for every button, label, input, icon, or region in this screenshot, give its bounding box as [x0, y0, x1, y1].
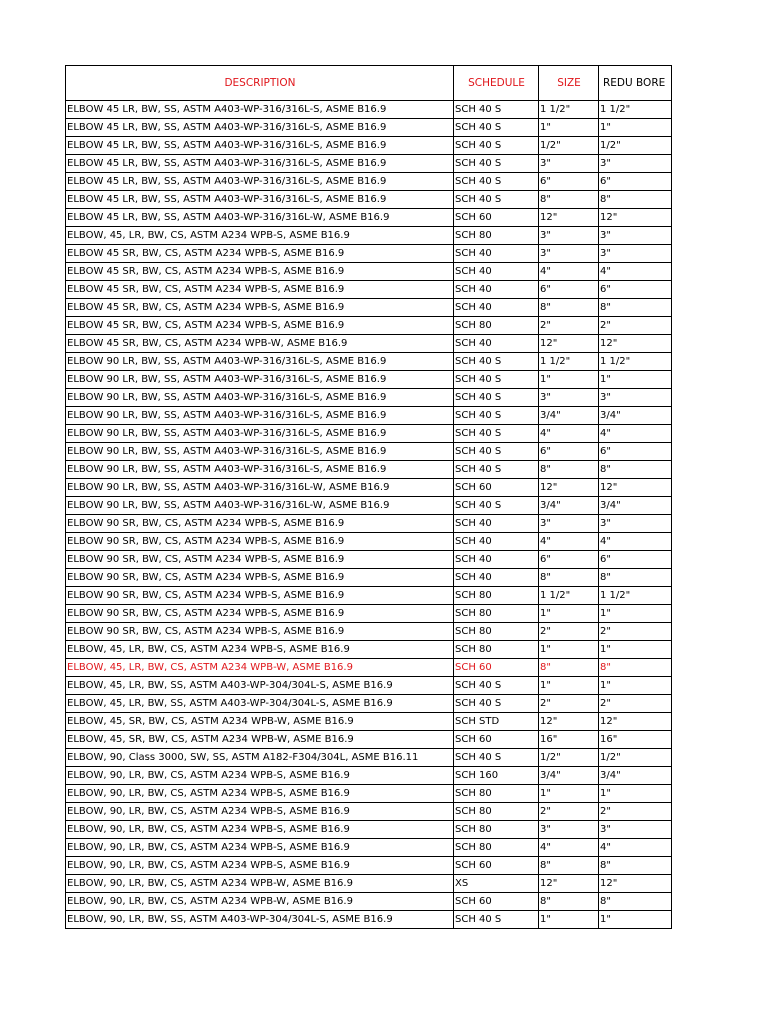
size-cell: 3" — [539, 515, 599, 533]
description-cell: ELBOW 90 LR, BW, SS, ASTM A403-WP-316/316L-S, ASME B16.9 — [66, 461, 454, 479]
schedule-cell: SCH 80 — [454, 641, 539, 659]
table-row — [66, 839, 672, 857]
table-row — [66, 263, 672, 281]
redu-bore-cell: 8" — [599, 893, 672, 911]
schedule-cell: SCH 40 — [454, 515, 539, 533]
redu-bore-cell: 3/4" — [599, 497, 672, 515]
table-row — [66, 893, 672, 911]
schedule-cell: SCH 60 — [454, 893, 539, 911]
redu-bore-cell: 2" — [599, 317, 672, 335]
redu-bore-cell: 12" — [599, 875, 672, 893]
size-cell: 2" — [539, 317, 599, 335]
table-row — [66, 911, 672, 929]
table-row — [66, 731, 672, 749]
redu-bore-cell: 2" — [599, 623, 672, 641]
size-cell: 4" — [539, 533, 599, 551]
redu-bore-cell: 4" — [599, 839, 672, 857]
table-row — [66, 677, 672, 695]
description-cell: ELBOW 90 LR, BW, SS, ASTM A403-WP-316/316L-S, ASME B16.9 — [66, 353, 454, 371]
fittings-table — [65, 65, 672, 929]
size-cell: 3/4" — [539, 767, 599, 785]
description-cell: ELBOW 90 LR, BW, SS, ASTM A403-WP-316/316L-S, ASME B16.9 — [66, 371, 454, 389]
schedule-cell: SCH 80 — [454, 587, 539, 605]
table-row — [66, 317, 672, 335]
schedule-cell: SCH 40 — [454, 281, 539, 299]
size-cell: 1" — [539, 641, 599, 659]
redu-bore-cell: 1" — [599, 785, 672, 803]
description-cell: ELBOW 90 LR, BW, SS, ASTM A403-WP-316/316L-S, ASME B16.9 — [66, 407, 454, 425]
table-row — [66, 389, 672, 407]
schedule-cell: SCH 40 S — [454, 191, 539, 209]
schedule-cell: SCH 40 S — [454, 911, 539, 929]
table-row — [66, 551, 672, 569]
table-row — [66, 623, 672, 641]
table-row — [66, 659, 672, 677]
redu-bore-cell: 8" — [599, 461, 672, 479]
description-cell: ELBOW, 45, LR, BW, CS, ASTM A234 WPB-W, ASME B16.9 — [66, 659, 454, 677]
redu-bore-cell: 8" — [599, 299, 672, 317]
redu-bore-cell: 6" — [599, 281, 672, 299]
schedule-cell: SCH 80 — [454, 803, 539, 821]
table-row — [66, 785, 672, 803]
redu-bore-cell: 1 1/2" — [599, 353, 672, 371]
schedule-cell: SCH 40 S — [454, 353, 539, 371]
table-row — [66, 101, 672, 119]
table-row — [66, 713, 672, 731]
size-cell: 8" — [539, 299, 599, 317]
schedule-cell: SCH 80 — [454, 821, 539, 839]
schedule-cell: SCH 40 S — [454, 677, 539, 695]
schedule-cell: SCH 40 S — [454, 749, 539, 767]
table-row — [66, 497, 672, 515]
table-row — [66, 587, 672, 605]
description-cell: ELBOW 90 LR, BW, SS, ASTM A403-WP-316/316L-S, ASME B16.9 — [66, 443, 454, 461]
description-cell: ELBOW, 90, LR, BW, CS, ASTM A234 WPB-S, ASME B16.9 — [66, 803, 454, 821]
table-row — [66, 875, 672, 893]
table-row — [66, 227, 672, 245]
schedule-cell: SCH STD — [454, 713, 539, 731]
schedule-cell: SCH 40 — [454, 533, 539, 551]
size-cell: 3" — [539, 389, 599, 407]
size-cell: 8" — [539, 857, 599, 875]
schedule-cell: SCH 80 — [454, 839, 539, 857]
schedule-cell: SCH 40 S — [454, 101, 539, 119]
description-cell: ELBOW 90 LR, BW, SS, ASTM A403-WP-316/316L-W, ASME B16.9 — [66, 497, 454, 515]
redu-bore-cell: 1" — [599, 911, 672, 929]
size-cell: 8" — [539, 659, 599, 677]
size-cell: 3/4" — [539, 497, 599, 515]
size-cell: 2" — [539, 803, 599, 821]
schedule-cell: SCH 40 S — [454, 443, 539, 461]
description-cell: ELBOW, 45, LR, BW, CS, ASTM A234 WPB-S, ASME B16.9 — [66, 641, 454, 659]
schedule-cell: SCH 40 — [454, 299, 539, 317]
table-row — [66, 245, 672, 263]
description-cell: ELBOW 45 LR, BW, SS, ASTM A403-WP-316/316L-S, ASME B16.9 — [66, 173, 454, 191]
schedule-cell: SCH 160 — [454, 767, 539, 785]
size-cell: 8" — [539, 191, 599, 209]
size-cell: 1 1/2" — [539, 353, 599, 371]
description-cell: ELBOW, 90, LR, BW, SS, ASTM A403-WP-304/304L-S, ASME B16.9 — [66, 911, 454, 929]
description-cell: ELBOW, 90, Class 3000, SW, SS, ASTM A182-F304/304L, ASME B16.11 — [66, 749, 454, 767]
size-cell: 6" — [539, 173, 599, 191]
description-cell: ELBOW 90 SR, BW, CS, ASTM A234 WPB-S, ASME B16.9 — [66, 569, 454, 587]
schedule-cell: SCH 80 — [454, 623, 539, 641]
redu-bore-cell: 1" — [599, 119, 672, 137]
description-cell: ELBOW, 90, LR, BW, CS, ASTM A234 WPB-W, ASME B16.9 — [66, 875, 454, 893]
size-cell: 3" — [539, 245, 599, 263]
description-cell: ELBOW 45 LR, BW, SS, ASTM A403-WP-316/316L-S, ASME B16.9 — [66, 119, 454, 137]
schedule-cell: SCH 40 — [454, 263, 539, 281]
size-cell: 1/2" — [539, 749, 599, 767]
description-cell: ELBOW 45 SR, BW, CS, ASTM A234 WPB-S, ASME B16.9 — [66, 245, 454, 263]
size-cell: 12" — [539, 875, 599, 893]
description-cell: ELBOW 45 LR, BW, SS, ASTM A403-WP-316/316L-S, ASME B16.9 — [66, 191, 454, 209]
description-cell: ELBOW, 90, LR, BW, CS, ASTM A234 WPB-S, ASME B16.9 — [66, 767, 454, 785]
schedule-cell: SCH 80 — [454, 605, 539, 623]
redu-bore-cell: 3" — [599, 821, 672, 839]
description-cell: ELBOW, 45, LR, BW, CS, ASTM A234 WPB-S, ASME B16.9 — [66, 227, 454, 245]
size-cell: 8" — [539, 893, 599, 911]
redu-bore-cell: 1/2" — [599, 137, 672, 155]
size-cell: 1" — [539, 371, 599, 389]
schedule-cell: SCH 40 S — [454, 119, 539, 137]
schedule-cell: SCH 40 — [454, 245, 539, 263]
table-body — [66, 101, 672, 929]
redu-bore-cell: 6" — [599, 443, 672, 461]
schedule-cell: SCH 40 — [454, 551, 539, 569]
table-row — [66, 857, 672, 875]
schedule-cell: SCH 40 S — [454, 407, 539, 425]
description-cell: ELBOW 90 SR, BW, CS, ASTM A234 WPB-S, ASME B16.9 — [66, 587, 454, 605]
description-cell: ELBOW, 45, SR, BW, CS, ASTM A234 WPB-W, ASME B16.9 — [66, 731, 454, 749]
table-row — [66, 461, 672, 479]
schedule-cell: SCH 40 S — [454, 497, 539, 515]
description-cell: ELBOW 45 LR, BW, SS, ASTM A403-WP-316/316L-S, ASME B16.9 — [66, 155, 454, 173]
table-row — [66, 569, 672, 587]
redu-bore-cell: 12" — [599, 209, 672, 227]
redu-bore-cell: 3" — [599, 155, 672, 173]
column-header-description: DESCRIPTION — [66, 66, 454, 101]
redu-bore-cell: 1 1/2" — [599, 587, 672, 605]
schedule-cell: SCH 40 S — [454, 137, 539, 155]
size-cell: 1" — [539, 605, 599, 623]
description-cell: ELBOW 90 SR, BW, CS, ASTM A234 WPB-S, ASME B16.9 — [66, 551, 454, 569]
size-cell: 6" — [539, 551, 599, 569]
schedule-cell: SCH 40 — [454, 569, 539, 587]
table-row — [66, 155, 672, 173]
size-cell: 1" — [539, 911, 599, 929]
redu-bore-cell: 4" — [599, 533, 672, 551]
table-row — [66, 299, 672, 317]
redu-bore-cell: 2" — [599, 803, 672, 821]
size-cell: 3" — [539, 821, 599, 839]
description-cell: ELBOW 90 SR, BW, CS, ASTM A234 WPB-S, ASME B16.9 — [66, 605, 454, 623]
schedule-cell: SCH 60 — [454, 209, 539, 227]
table-row — [66, 605, 672, 623]
description-cell: ELBOW 45 LR, BW, SS, ASTM A403-WP-316/316L-S, ASME B16.9 — [66, 137, 454, 155]
redu-bore-cell: 12" — [599, 713, 672, 731]
redu-bore-cell: 6" — [599, 173, 672, 191]
redu-bore-cell: 8" — [599, 191, 672, 209]
column-header-size: SIZE — [539, 66, 599, 101]
description-cell: ELBOW 45 SR, BW, CS, ASTM A234 WPB-S, ASME B16.9 — [66, 281, 454, 299]
size-cell: 16" — [539, 731, 599, 749]
description-cell: ELBOW 45 LR, BW, SS, ASTM A403-WP-316/316L-W, ASME B16.9 — [66, 209, 454, 227]
schedule-cell: SCH 40 S — [454, 425, 539, 443]
size-cell: 1" — [539, 677, 599, 695]
schedule-cell: SCH 60 — [454, 479, 539, 497]
size-cell: 1 1/2" — [539, 587, 599, 605]
redu-bore-cell: 4" — [599, 263, 672, 281]
schedule-cell: SCH 60 — [454, 857, 539, 875]
schedule-cell: SCH 40 S — [454, 695, 539, 713]
description-cell: ELBOW 90 SR, BW, CS, ASTM A234 WPB-S, ASME B16.9 — [66, 533, 454, 551]
redu-bore-cell: 12" — [599, 479, 672, 497]
size-cell: 4" — [539, 263, 599, 281]
redu-bore-cell: 1" — [599, 641, 672, 659]
column-header-redu-bore: REDU BORE — [599, 66, 672, 101]
table-row — [66, 767, 672, 785]
schedule-cell: SCH 40 S — [454, 371, 539, 389]
description-cell: ELBOW 45 SR, BW, CS, ASTM A234 WPB-W, ASME B16.9 — [66, 335, 454, 353]
size-cell: 1 1/2" — [539, 101, 599, 119]
table-row — [66, 353, 672, 371]
redu-bore-cell: 3" — [599, 227, 672, 245]
table-row — [66, 119, 672, 137]
column-header-schedule: SCHEDULE — [454, 66, 539, 101]
size-cell: 12" — [539, 479, 599, 497]
schedule-cell: SCH 80 — [454, 227, 539, 245]
description-cell: ELBOW 90 SR, BW, CS, ASTM A234 WPB-S, ASME B16.9 — [66, 515, 454, 533]
redu-bore-cell: 1" — [599, 677, 672, 695]
table-header-row — [66, 66, 672, 101]
redu-bore-cell: 1" — [599, 371, 672, 389]
table-row — [66, 209, 672, 227]
description-cell: ELBOW 90 LR, BW, SS, ASTM A403-WP-316/316L-S, ASME B16.9 — [66, 425, 454, 443]
size-cell: 4" — [539, 839, 599, 857]
table-row — [66, 191, 672, 209]
size-cell: 2" — [539, 623, 599, 641]
schedule-cell: SCH 40 S — [454, 461, 539, 479]
redu-bore-cell: 3" — [599, 389, 672, 407]
description-cell: ELBOW 45 SR, BW, CS, ASTM A234 WPB-S, ASME B16.9 — [66, 263, 454, 281]
description-cell: ELBOW, 90, LR, BW, CS, ASTM A234 WPB-S, ASME B16.9 — [66, 785, 454, 803]
table-row — [66, 173, 672, 191]
size-cell: 8" — [539, 461, 599, 479]
size-cell: 8" — [539, 569, 599, 587]
schedule-cell: SCH 40 S — [454, 173, 539, 191]
table-row — [66, 137, 672, 155]
description-cell: ELBOW 90 LR, BW, SS, ASTM A403-WP-316/316L-S, ASME B16.9 — [66, 389, 454, 407]
table-row — [66, 803, 672, 821]
schedule-cell: SCH 60 — [454, 659, 539, 677]
size-cell: 6" — [539, 443, 599, 461]
schedule-cell: SCH 80 — [454, 317, 539, 335]
size-cell: 2" — [539, 695, 599, 713]
schedule-cell: SCH 60 — [454, 731, 539, 749]
table-row — [66, 371, 672, 389]
description-cell: ELBOW, 45, LR, BW, SS, ASTM A403-WP-304/304L-S, ASME B16.9 — [66, 677, 454, 695]
description-cell: ELBOW, 90, LR, BW, CS, ASTM A234 WPB-S, ASME B16.9 — [66, 839, 454, 857]
description-cell: ELBOW, 45, SR, BW, CS, ASTM A234 WPB-W, ASME B16.9 — [66, 713, 454, 731]
size-cell: 3" — [539, 227, 599, 245]
table-row — [66, 515, 672, 533]
description-cell: ELBOW 45 LR, BW, SS, ASTM A403-WP-316/316L-S, ASME B16.9 — [66, 101, 454, 119]
redu-bore-cell: 1 1/2" — [599, 101, 672, 119]
table-row — [66, 479, 672, 497]
redu-bore-cell: 12" — [599, 335, 672, 353]
redu-bore-cell: 1" — [599, 605, 672, 623]
table-row — [66, 425, 672, 443]
description-cell: ELBOW 90 LR, BW, SS, ASTM A403-WP-316/316L-W, ASME B16.9 — [66, 479, 454, 497]
size-cell: 3/4" — [539, 407, 599, 425]
schedule-cell: SCH 80 — [454, 785, 539, 803]
table-row — [66, 443, 672, 461]
schedule-cell: XS — [454, 875, 539, 893]
table-row — [66, 281, 672, 299]
description-cell: ELBOW 45 SR, BW, CS, ASTM A234 WPB-S, ASME B16.9 — [66, 317, 454, 335]
redu-bore-cell: 8" — [599, 857, 672, 875]
table-row — [66, 407, 672, 425]
description-cell: ELBOW, 45, LR, BW, SS, ASTM A403-WP-304/304L-S, ASME B16.9 — [66, 695, 454, 713]
redu-bore-cell: 16" — [599, 731, 672, 749]
schedule-cell: SCH 40 S — [454, 389, 539, 407]
description-cell: ELBOW 45 SR, BW, CS, ASTM A234 WPB-S, ASME B16.9 — [66, 299, 454, 317]
size-cell: 6" — [539, 281, 599, 299]
redu-bore-cell: 2" — [599, 695, 672, 713]
schedule-cell: SCH 40 — [454, 335, 539, 353]
size-cell: 1/2" — [539, 137, 599, 155]
redu-bore-cell: 3" — [599, 245, 672, 263]
table-row — [66, 335, 672, 353]
size-cell: 12" — [539, 209, 599, 227]
description-cell: ELBOW 90 SR, BW, CS, ASTM A234 WPB-S, ASME B16.9 — [66, 623, 454, 641]
table-row — [66, 821, 672, 839]
size-cell: 3" — [539, 155, 599, 173]
size-cell: 1" — [539, 119, 599, 137]
redu-bore-cell: 1/2" — [599, 749, 672, 767]
size-cell: 1" — [539, 785, 599, 803]
size-cell: 12" — [539, 335, 599, 353]
description-cell: ELBOW, 90, LR, BW, CS, ASTM A234 WPB-S, ASME B16.9 — [66, 821, 454, 839]
redu-bore-cell: 8" — [599, 659, 672, 677]
table-row — [66, 533, 672, 551]
table-row — [66, 695, 672, 713]
redu-bore-cell: 8" — [599, 569, 672, 587]
description-cell: ELBOW, 90, LR, BW, CS, ASTM A234 WPB-S, ASME B16.9 — [66, 857, 454, 875]
redu-bore-cell: 3" — [599, 515, 672, 533]
redu-bore-cell: 3/4" — [599, 407, 672, 425]
size-cell: 12" — [539, 713, 599, 731]
table-row — [66, 749, 672, 767]
description-cell: ELBOW, 90, LR, BW, CS, ASTM A234 WPB-W, ASME B16.9 — [66, 893, 454, 911]
size-cell: 4" — [539, 425, 599, 443]
schedule-cell: SCH 40 S — [454, 155, 539, 173]
redu-bore-cell: 4" — [599, 425, 672, 443]
table-row — [66, 641, 672, 659]
redu-bore-cell: 6" — [599, 551, 672, 569]
redu-bore-cell: 3/4" — [599, 767, 672, 785]
